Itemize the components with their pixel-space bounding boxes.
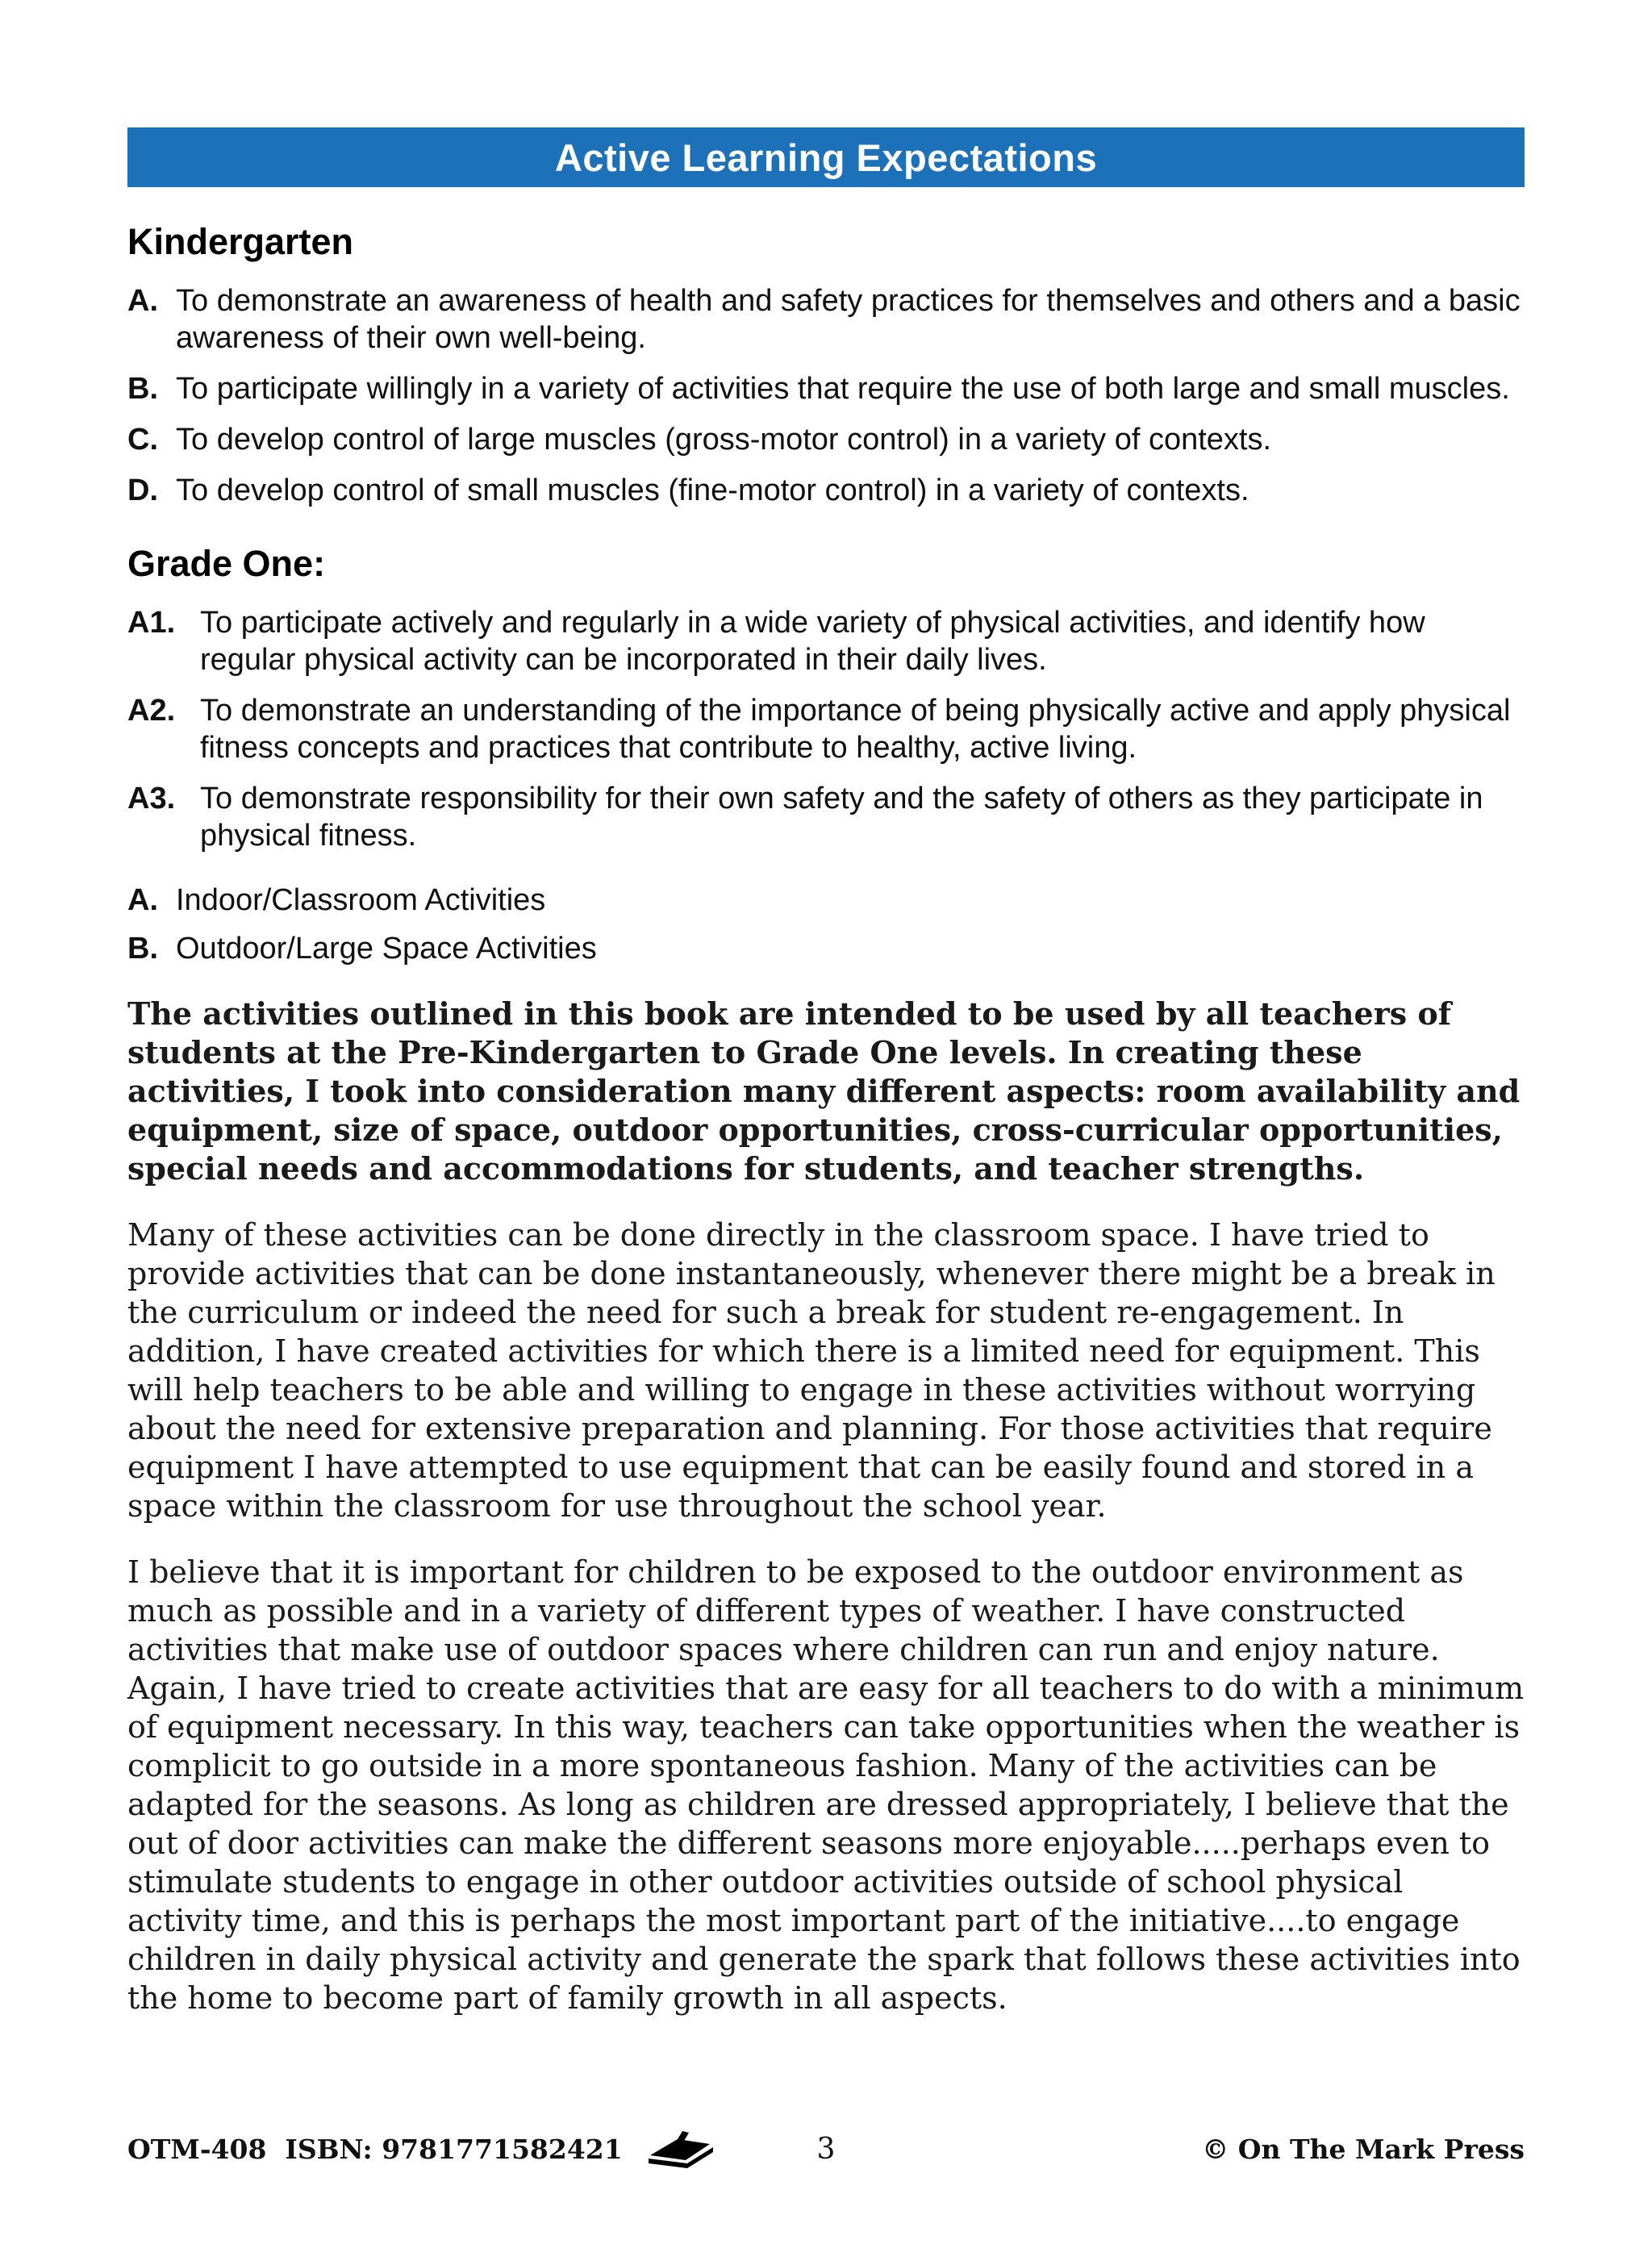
title-banner <box>127 127 1525 187</box>
kindergarten-list <box>127 282 1525 509</box>
list-item-text: To participate actively and regularly in a wide variety of physical activities, and identify how regular physical activity can be incorporated in their daily lives. <box>200 606 1425 677</box>
list-item <box>127 370 1525 407</box>
list-item-label: B. <box>127 932 158 966</box>
list-item-label: A. <box>127 883 158 917</box>
book-press-logo-icon <box>645 2128 715 2170</box>
list-item <box>127 604 1525 678</box>
list-item <box>127 930 1525 967</box>
grade-one-list <box>127 604 1525 854</box>
grade-one-heading: Grade One: <box>127 543 326 584</box>
activity-type-list <box>127 882 1525 967</box>
list-item-label: D. <box>127 473 158 507</box>
list-item <box>127 421 1525 458</box>
copyright-text: © On The Mark Press <box>1202 2133 1525 2165</box>
body-paragraphs <box>127 995 1525 2017</box>
list-item <box>127 780 1525 854</box>
list-item-text: To develop control of large muscles (gross-motor control) in a variety of contexts. <box>176 423 1272 457</box>
document-page <box>0 127 1652 2265</box>
intro-paragraph: The activities outlined in this book are intended to be used by all teachers of students at the Pre-Kindergarten to Grade One levels. In creating these activities, I took into consideration many different aspects: room availability and equipment, size of space, outdoor opportunities, cross-curricular opportunities, special needs and accommodations for students, and teacher strengths. <box>127 995 1521 1187</box>
list-item-label: A2. <box>127 694 176 728</box>
outdoor-paragraph: I believe that it is important for children to be exposed to the outdoor environment as much as possible and in a variety of different types of weather. I have constructed activities that make use of outdoor spaces where children can run and enjoy nature. Again, I have tried to create activities that are easy for all teachers to do with a minimum of equipment necessary. In this way, teachers can take opportunities when the weather is complicit to go outside in a more spontaneous fashion. Many of the activities can be adapted for the seasons. As long as children are dressed appropriately, I believe that the out of door activities can make the different seasons more enjoyable.....perhaps even to stimulate students to engage in other outdoor activities outside of school physical activity time, and this is perhaps the most important part of the initiative....to engage children in daily physical activity and generate the spark that follows these activities into the home to become part of family growth in all aspects. <box>127 1554 1525 2016</box>
list-item-label: B. <box>127 372 158 406</box>
classroom-paragraph: Many of these activities can be done directly in the classroom space. I have tried to provide activities that can be done instantaneously, whenever there might be a break in the curriculum or indeed the need for such a break for student re-engagement. In addition, I have created activities for which there is a limited need for equipment. This will help teachers to be able and willing to engage in these activities without worrying about the need for extensive preparation and planning. For those activities that require equipment I have attempted to use equipment that can be easily found and stored in a space within the classroom for use throughout the school year. <box>127 1217 1496 1524</box>
list-item-text: To demonstrate an understanding of the importance of being physically active and apply physical fitness concepts and practices that contribute to healthy, active living. <box>200 694 1511 765</box>
page-title: Active Learning Expectations <box>554 136 1098 179</box>
list-item-text: Outdoor/Large Space Activities <box>176 932 597 966</box>
list-item-text: Indoor/Classroom Activities <box>176 883 546 917</box>
list-item-text: To demonstrate responsibility for their own safety and the safety of others as they participate in physical fitness. <box>200 782 1483 853</box>
list-item <box>127 472 1525 509</box>
isbn-text: OTM-408 ISBN: 9781771582421 <box>127 2133 623 2165</box>
list-item-label: C. <box>127 423 158 457</box>
list-item-text: To demonstrate an awareness of health and safety practices for themselves and others and a basic awareness of their own well-being. <box>176 284 1521 355</box>
list-item <box>127 692 1525 766</box>
list-item-label: A3. <box>127 782 176 815</box>
page-footer <box>127 2128 1525 2170</box>
list-item <box>127 882 1525 919</box>
list-item-text: To participate willingly in a variety of activities that require the use of both large and small muscles. <box>176 372 1510 406</box>
kindergarten-heading: Kindergarten <box>127 221 354 262</box>
list-item-text: To develop control of small muscles (fine-motor control) in a variety of contexts. <box>176 473 1249 507</box>
list-item-label: A1. <box>127 606 176 640</box>
page-number: 3 <box>816 2132 836 2166</box>
list-item-label: A. <box>127 284 158 318</box>
list-item <box>127 282 1525 357</box>
